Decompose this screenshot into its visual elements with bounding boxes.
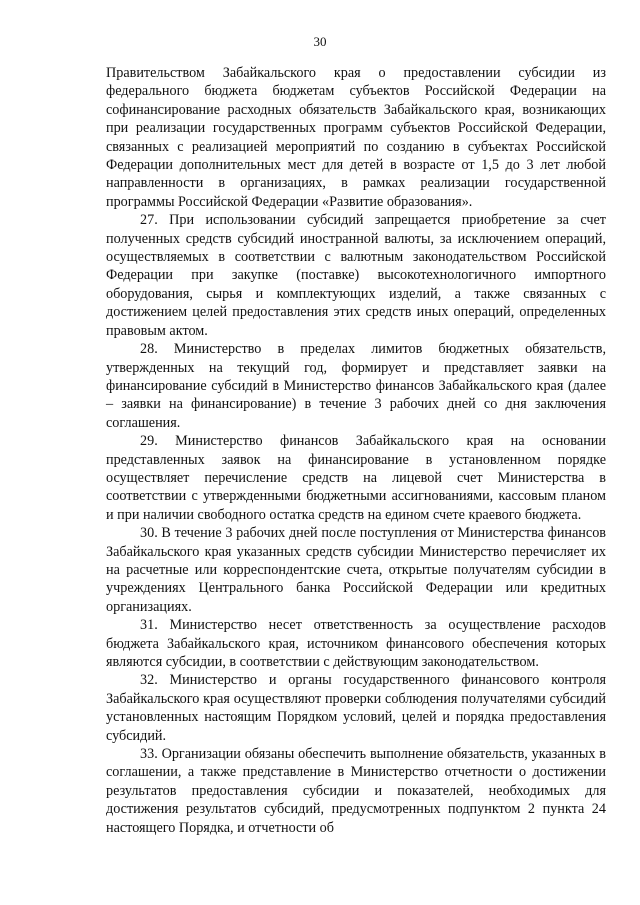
paragraph-28: 28. Министерство в пределах лимитов бюджетных обязательств, утвержденных на текущий год, формирует и представляет заявки на финансирование субсидий в Министерство финансов Забайкальского края (далее – заявки на финансирование) в течение 3 рабочих дней со дня заключения соглашения. — [106, 341, 606, 431]
paragraph-32: 32. Министерство и органы государственного финансового контроля Забайкальского края осуществляют проверки соблюдения получателями субсидий установленных настоящим Порядком условий, целей и порядка предоставления субсидий. — [106, 672, 606, 744]
paragraph-33: 33. Организации обязаны обеспечить выполнение обязательств, указанных в соглашении, а также представление в Министерство отчетности о достижении результатов предоставления субсидии и показателей, необходимых для достижения результатов субсидий, предусмотренных подпунктом 2 пункта 24 настоящего Порядка, и отчетности об — [106, 746, 606, 836]
paragraph-29: 29. Министерство финансов Забайкальского края на основании представленных заявок на финансирование в установленном порядке осуществляет перечисление средств на лицевой счет Министерства в соответствии с утвержденными бюджетными ассигнованиями, кассовым планом и при наличии свободного остатка средств на едином счете краевого бюджета. — [106, 433, 606, 523]
paragraph-continuation: Правительством Забайкальского края о предоставлении субсидии из федерального бюджета бюджетам субъектов Российской Федерации на софинансирование расходных обязательств Забайкальского края, возникающих при реализации государственных программ субъектов Российской Федерации, связанных с реализацией мероприятий по созданию в субъектах Российской Федерации дополнительных мест для детей в возрасте от 1,5 до 3 лет любой направленности в организациях, в рамках реализации государственной программы Российской Федерации «Развитие образования». — [106, 65, 606, 210]
paragraph-30: 30. В течение 3 рабочих дней после поступления от Министерства финансов Забайкальского края указанных средств субсидии Министерство перечисляет их на расчетные или корреспондентские счета, открытые получателям субсидии в учреждениях Центрального банка Российской Федерации или кредитных организациях. — [106, 525, 606, 615]
paragraph-27: 27. При использовании субсидий запрещается приобретение за счет полученных средств субсидий иностранной валюты, за исключением операций, осуществляемых в соответствии с валютным законодательством Российской Федерации при закупке (поставке) высокотехнологичного импортного оборудования, сырья и комплектующих изделий, а также связанных с достижением целей предоставления этих средств иных операций, определенных правовым актом. — [106, 212, 606, 339]
page-number: 30 — [313, 34, 327, 49]
paragraph-31: 31. Министерство несет ответственность за осуществление расходов бюджета Забайкальского края, источником финансового обеспечения которых являются субсидии, в соответствии с действующим законодательством. — [106, 617, 606, 670]
document-body — [106, 64, 606, 837]
